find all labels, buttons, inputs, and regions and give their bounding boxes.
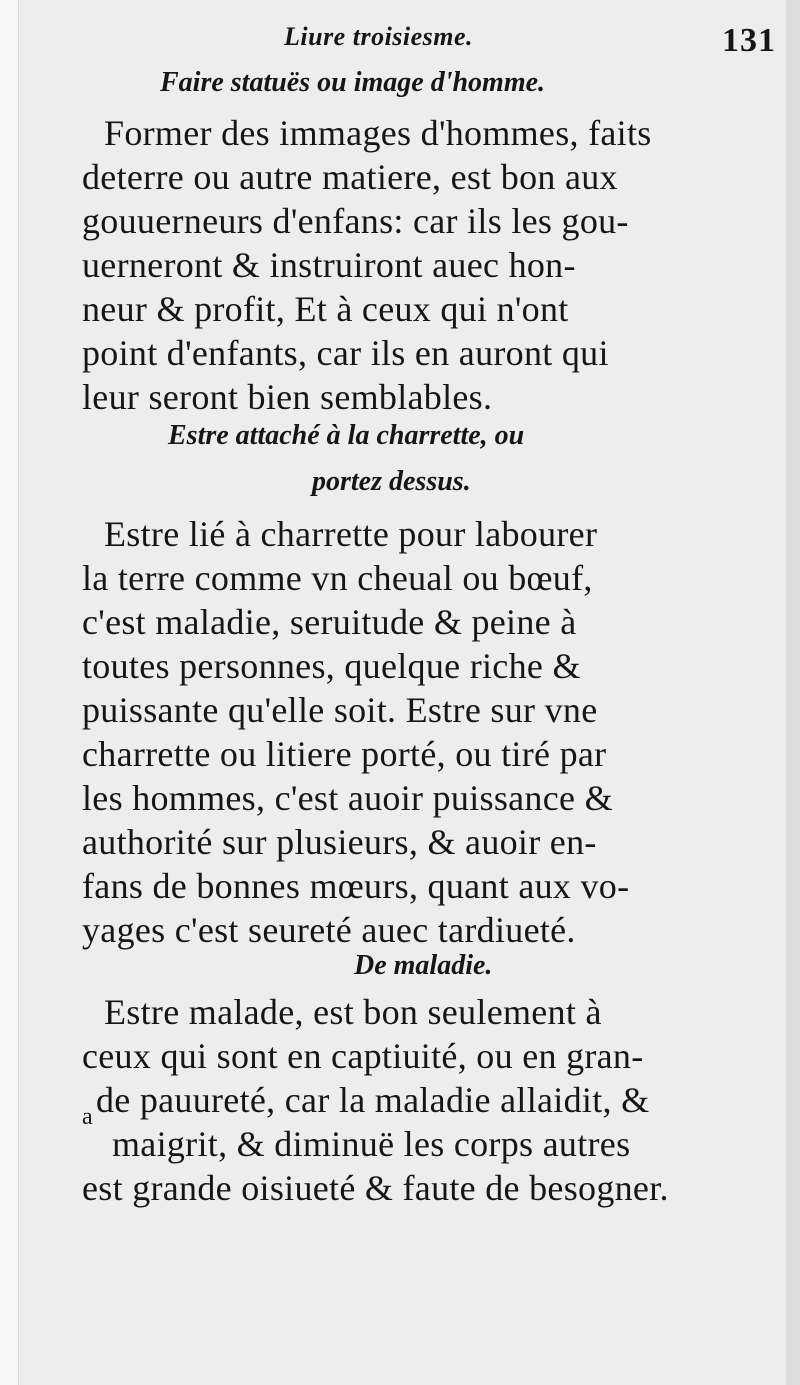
paragraph-line: la terre comme vn cheual ou bœuf,: [82, 558, 593, 598]
running-title: Liure troisiesme.: [284, 22, 474, 51]
section-title-charrette-line-2: portez dessus.: [312, 466, 471, 497]
paragraph-line: point d'enfants, car ils en auront qui: [82, 333, 609, 373]
paragraph-line: ceux qui sont en captiuité, ou en gran-: [82, 1036, 644, 1076]
paragraph-line: fans de bonnes mœurs, quant aux vo-: [82, 866, 630, 906]
paragraph-line: les hommes, c'est auoir puissance &: [82, 778, 613, 818]
page-header: [86, 22, 776, 70]
section-title-statues: Faire statuës ou image d'homme.: [160, 67, 546, 98]
section-title-maladie: De maladie.: [354, 950, 493, 981]
paragraph-line: deterre ou autre matiere, est bon aux: [82, 157, 618, 197]
paragraph-line: Estre malade, est bon seulement à: [104, 992, 602, 1032]
paragraph-line: authorité sur plusieurs, & auoir en-: [82, 822, 597, 862]
paragraph-line: uerneront & instruiront auec hon-: [82, 245, 576, 285]
page-right-edge: [786, 0, 800, 1385]
paragraph-line: neur & profit, Et à ceux qui n'ont: [82, 289, 569, 329]
paragraph-line: Estre lié à charrette pour labourer: [104, 514, 598, 554]
paragraph-line-with-margin-letter: [82, 1078, 650, 1130]
paragraph-line: c'est maladie, seruitude & peine à: [82, 602, 577, 642]
paragraph-line: gouuerneurs d'enfans: car ils les gou-: [82, 201, 629, 241]
margin-letter: a: [82, 1104, 93, 1130]
section-title-charrette-line-1: Estre attaché à la charrette, ou: [168, 420, 525, 451]
paragraph-line-text: de pauureté, car la maladie allaidit, &: [95, 1080, 650, 1120]
page-number: 131: [722, 22, 776, 59]
paragraph-line: maigrit, & diminuë les corps autres: [112, 1124, 631, 1164]
paragraph-line: leur seront bien semblables.: [82, 377, 493, 417]
paragraph-line: yages c'est seureté auec tardiueté.: [82, 910, 576, 950]
page-left-margin: [0, 0, 19, 1385]
paragraph-line: toutes personnes, quelque riche &: [82, 646, 581, 686]
paragraph-line: Former des immages d'hommes, faits: [104, 113, 652, 153]
paragraph-line: est grande oisiueté & faute de besogner.: [82, 1168, 669, 1208]
paragraph-line: puissante qu'elle soit. Estre sur vne: [82, 690, 598, 730]
paragraph-line: charrette ou litiere porté, ou tiré par: [82, 734, 607, 774]
